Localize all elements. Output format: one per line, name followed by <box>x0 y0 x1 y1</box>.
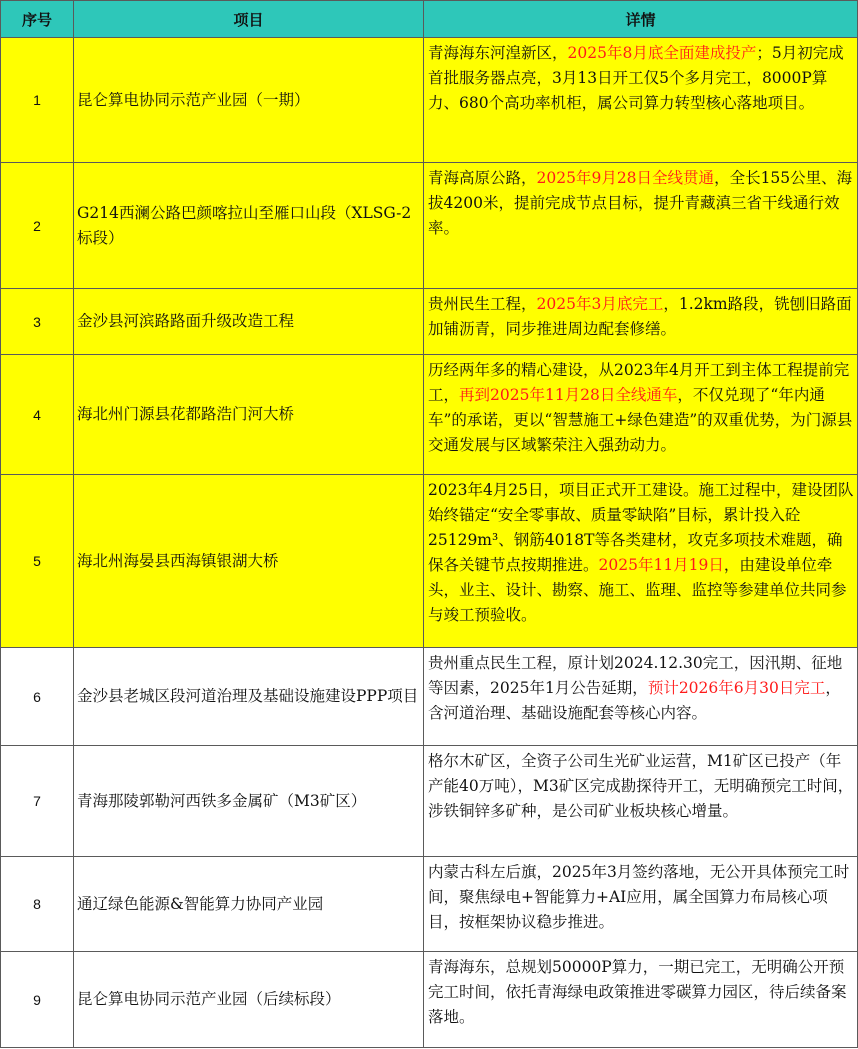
row-project: 海北州海晏县西海镇银湖大桥 <box>74 475 424 648</box>
header-index: 序号 <box>1 1 74 38</box>
row-project: 金沙县河滨路路面升级改造工程 <box>74 289 424 355</box>
row-detail <box>424 952 858 1048</box>
row-index: 2 <box>1 163 74 289</box>
detail-text: 历经两年多的精心建设，从2023年4月开工到主体工程提前完工， <box>428 361 850 404</box>
table-row <box>1 289 858 355</box>
detail-text: ，由建设单位牵头，业主、设计、勘察、施工、监理、监控等参建单位共同参与竣工预验收。 <box>428 556 847 624</box>
detail-text: ；5月初完成首批服务器点亮，3月13日开工仅5个多月完工，8000P算力、680个高功率机柜，属公司算力转型核心落地项目。 <box>428 44 844 112</box>
row-index: 9 <box>1 952 74 1048</box>
detail-text: 贵州重点民生工程，原计划2024.12.30完工，因汛期、征地等因素，2025年1月公告延期， <box>428 654 843 697</box>
detail-text: ，全长155公里、海拔4200米，提前完成节点目标，提升青藏滇三省干线通行效率。 <box>428 169 853 237</box>
highlight-date-text: 再到2025年11月28日全线通车 <box>459 386 678 404</box>
row-project: G214西澜公路巴颜喀拉山至雁口山段（XLSG-2标段） <box>74 163 424 289</box>
highlight-date-text: 预计2026年6月30日完工 <box>647 679 826 697</box>
table-row <box>1 355 858 475</box>
table-row <box>1 38 858 163</box>
detail-text: 贵州民生工程， <box>428 295 537 313</box>
row-detail <box>424 857 858 952</box>
detail-text: ，含河道治理、基础设施配套等核心内容。 <box>428 679 841 722</box>
row-project: 通辽绿色能源&智能算力协同产业园 <box>74 857 424 952</box>
highlight-date-text: 2025年8月底全面建成投产 <box>567 44 757 62</box>
detail-text: 内蒙古科左后旗，2025年3月签约落地，无公开具体预完工时间，聚焦绿电+智能算力+AI应用，属全国算力布局核心项目，按框架协议稳步推进。 <box>428 863 850 931</box>
row-detail <box>424 38 858 163</box>
row-detail <box>424 355 858 475</box>
table-row <box>1 648 858 746</box>
row-project: 金沙县老城区段河道治理及基础设施建设PPP项目 <box>74 648 424 746</box>
header-row <box>1 1 858 38</box>
row-index: 5 <box>1 475 74 648</box>
row-project: 昆仑算电协同示范产业园（后续标段） <box>74 952 424 1048</box>
detail-text: ，不仅兑现了“年内通车”的承诺，更以“智慧施工+绿色建造”的双重优势，为门源县交通发展与区域繁荣注入强劲动力。 <box>428 386 853 454</box>
highlight-date-text: 2025年3月底完工 <box>536 295 664 313</box>
table-row <box>1 857 858 952</box>
row-index: 3 <box>1 289 74 355</box>
row-index: 7 <box>1 746 74 857</box>
header-detail: 详情 <box>424 1 858 38</box>
table-row <box>1 475 858 648</box>
table-row <box>1 952 858 1048</box>
row-detail <box>424 746 858 857</box>
detail-text: 青海海东河湟新区， <box>428 44 568 62</box>
row-detail <box>424 648 858 746</box>
row-detail <box>424 289 858 355</box>
row-project: 青海那陵郭勒河西铁多金属矿（M3矿区） <box>74 746 424 857</box>
row-index: 6 <box>1 648 74 746</box>
detail-text: 青海海东，总规划50000P算力，一期已完工，无明确公开预完工时间，依托青海绿电政策推进零碳算力园区，待后续备案落地。 <box>428 958 847 1026</box>
table-row <box>1 163 858 289</box>
detail-text: 2023年4月25日，项目正式开工建设。施工过程中，建设团队始终锚定“安全零事故、质量零缺陷”目标，累计投入砼25129m³、钢筋4018T等各类建材，攻克多项技术难题，确保各关键节点按期推进。 <box>428 481 854 574</box>
header-project: 项目 <box>74 1 424 38</box>
table-row <box>1 746 858 857</box>
highlight-date-text: 2025年11月19日 <box>598 556 724 574</box>
row-project: 昆仑算电协同示范产业园（一期） <box>74 38 424 163</box>
row-detail <box>424 475 858 648</box>
detail-text: 青海高原公路， <box>428 169 537 187</box>
row-index: 8 <box>1 857 74 952</box>
row-index: 4 <box>1 355 74 475</box>
detail-text: 格尔木矿区，全资子公司生光矿业运营，M1矿区已投产（年产能40万吨），M3矿区完成勘探待开工，无明确预完工时间，涉铁铜锌多矿种，是公司矿业板块核心增量。 <box>428 752 854 820</box>
row-index: 1 <box>1 38 74 163</box>
detail-text: ，1.2km路段，铣刨旧路面加铺沥青，同步推进周边配套修缮。 <box>428 295 852 338</box>
row-project: 海北州门源县花都路浩门河大桥 <box>74 355 424 475</box>
highlight-date-text: 2025年9月28日全线贯通 <box>536 169 715 187</box>
row-detail <box>424 163 858 289</box>
